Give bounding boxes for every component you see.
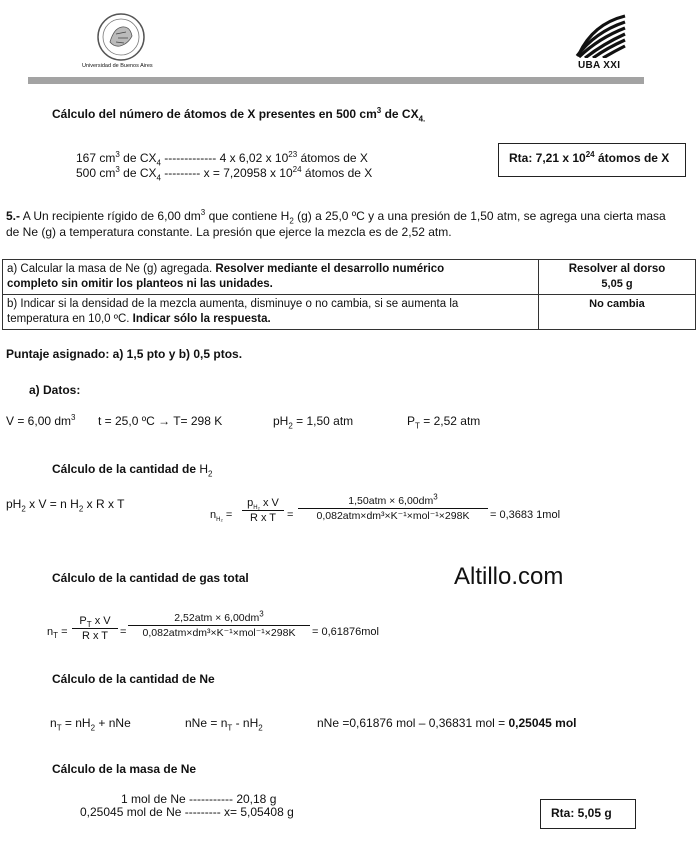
calc-ne-title: Cálculo de la cantidad de Ne bbox=[52, 672, 215, 686]
watermark-text: Altillo.com bbox=[454, 563, 564, 590]
datos-title: a) Datos: bbox=[29, 383, 81, 397]
header-divider bbox=[28, 77, 644, 84]
university-seal-logo bbox=[96, 12, 146, 62]
datos-volume: V = 6,00 $dm^3$ bbox=[6, 413, 76, 428]
datos-pressure-h2: $pH_2 = 1,50$ atm bbox=[273, 414, 354, 431]
fraction-values-h2: $1,50atm \times 6,00dm^3$ 0,082atm×dm³×K⁻¹×mol⁻¹×298K bbox=[298, 495, 488, 522]
mole-sum-equation: $n_T = nH_2$ + nNe bbox=[50, 716, 131, 733]
result-box-atoms bbox=[498, 143, 686, 177]
question-b-cell: b) Indicar si la densidad de la mezcla aumenta, disminuye o no cambia, si se aumenta la temperatura en 10,0 ºC. Indicar sólo la respuesta. bbox=[3, 295, 539, 330]
uba-xxi-caption: UBA XXI bbox=[578, 60, 621, 71]
table-row bbox=[3, 295, 696, 330]
answer-a-cell: Resolver al dorso 5,05 g bbox=[539, 260, 696, 295]
n-h2-label: $n_{H_2}$ = bbox=[210, 509, 233, 524]
section-title-atoms: Cálculo del número de átomos de X presentes en 500 $cm^3$ de $CX_{4.}$ bbox=[52, 106, 426, 124]
calc-line-500: 500 $cm^3$ de $CX_4$ --------- x = 7,20958 x $10^{24}$ átomos de X bbox=[76, 165, 373, 183]
calc-line-167: 167 $cm^3$ de $CX_4$ ------------- 4 x 6,02 x $10^{23}$ átomos de X bbox=[76, 150, 368, 168]
calc-h2-title: Cálculo de la cantidad de $H_2$ bbox=[52, 462, 213, 479]
uba-xxi-logo bbox=[573, 14, 629, 58]
score-line: Puntaje asignado: a) 1,5 pto y b) 0,5 ptos. bbox=[6, 347, 243, 361]
answer-b-cell: No cambia bbox=[539, 295, 696, 330]
calc-total-title: Cálculo de la cantidad de gas total bbox=[52, 571, 249, 585]
datos-pressure-total: $P_T = 2,52$ atm bbox=[407, 414, 481, 431]
result-box-mass bbox=[540, 799, 636, 829]
mass-line-1: 1 mol de Ne ----------- 20,18 g bbox=[121, 792, 277, 806]
question-table bbox=[2, 259, 696, 330]
datos-temperature: t = 25,0 ºC → T= 298 K bbox=[98, 414, 223, 428]
result-atoms: Rta: 7,21 x $10^{24}$ átomos de X bbox=[509, 150, 670, 165]
problem-statement-line2: de Ne (g) a temperatura constante. La presión que ejerce la mezcla es de 2,52 atm. bbox=[6, 225, 452, 239]
question-a-cell: a) Calcular la masa de Ne (g) agregada. Resolver mediante el desarrollo numérico completo sin omitir los planteos ni las unidades. bbox=[3, 260, 539, 295]
calc-mass-title: Cálculo de la masa de Ne bbox=[52, 762, 197, 776]
ne-moles-formula: nNe = $n_T - nH_2$ bbox=[185, 716, 263, 733]
n-total-label: $n_T$ = bbox=[47, 626, 68, 641]
result-mass: Rta: 5,05 g bbox=[551, 806, 612, 820]
n-total-result: = 0,61876mol bbox=[312, 626, 379, 638]
fraction-values-total: $2,52atm \times 6,00dm^3$ 0,082atm×dm³×K⁻¹×mol⁻¹×298K bbox=[128, 612, 310, 639]
fraction-formula-h2: $\frac{p_{H_2} x V}{\text{R x T}}$ bbox=[242, 497, 284, 524]
ideal-gas-equation: $pH_2$ x V = n $H_2$ x R x T bbox=[6, 497, 125, 514]
university-caption: Universidad de Buenos Aires bbox=[82, 63, 153, 69]
equals-sign: = bbox=[120, 626, 127, 638]
problem-statement-line1: 5.- A Un recipiente rígido de 6,00 $dm^3$ que contiene $H_2$ (g) a 25,0 ºC y a una presión de 1,50 atm, se agrega una cierta masa bbox=[6, 208, 666, 226]
table-row bbox=[3, 260, 696, 295]
mass-line-2: 0,25045 mol de Ne --------- x= 5,05408 g bbox=[80, 805, 294, 819]
ne-moles-result: nNe =0,61876 mol – 0,36831 mol = 0,25045 mol bbox=[317, 716, 577, 730]
equals-sign: = bbox=[287, 509, 294, 521]
fraction-formula-total: $\frac{P_T x V}{\text{R x T}}$ bbox=[72, 615, 118, 642]
n-h2-result: = 0,3683 1mol bbox=[490, 509, 561, 521]
